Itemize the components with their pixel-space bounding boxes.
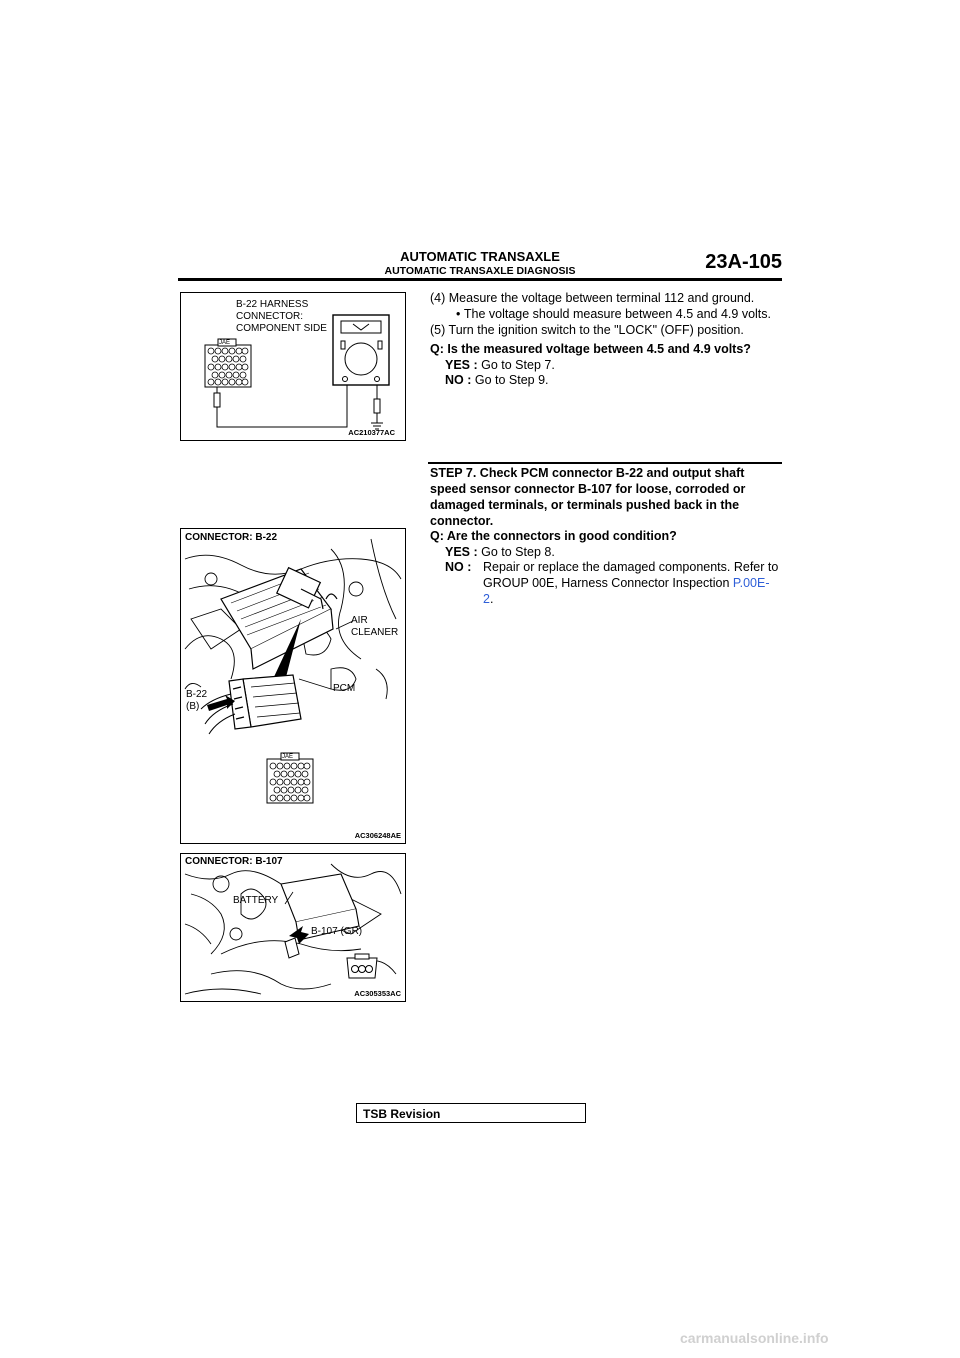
- step7-question: Q: Are the connectors in good condition?: [430, 529, 677, 543]
- step6-no: NO : Go to Step 9.: [445, 373, 549, 387]
- connector-tag: JAE: [219, 340, 231, 346]
- figure1-label: B-22 HARNESS CONNECTOR: COMPONENT SIDE: [236, 299, 327, 334]
- engine-bay-b22-illustration: [181, 529, 405, 843]
- connector-b107-face-icon: [347, 954, 377, 978]
- step6-question: Q: Is the measured voltage between 4.5 and 4.9 volts?: [430, 342, 751, 356]
- header-rule: [178, 278, 782, 281]
- step7-yes: YES : Go to Step 8.: [445, 545, 555, 559]
- b107-label: B-107 (GR): [311, 926, 363, 937]
- step6-yes: YES : Go to Step 7.: [445, 358, 555, 372]
- engine-bay-b107-illustration: [181, 854, 405, 1001]
- connector-b22-icon: [205, 339, 251, 417]
- figure-b107-location: [180, 853, 406, 1002]
- reference-link-p00e-2[interactable]: P.00E-: [732, 576, 770, 590]
- step7-no-label: NO :: [445, 560, 472, 574]
- figure2-caption: CONNECTOR: B-22: [185, 532, 278, 543]
- figure1-code: AC210377AC: [348, 428, 395, 437]
- step-divider: [428, 462, 782, 464]
- reference-link-p00e-2-cont[interactable]: 2: [483, 592, 490, 606]
- step7-no-text: Repair or replace the damaged components. Refer to GROUP 00E, Harness Connector Inspection P.00E- 2.: [483, 560, 779, 606]
- section-subtitle: AUTOMATIC TRANSAXLE DIAGNOSIS: [384, 265, 576, 277]
- pcm-label: PCM: [333, 683, 356, 694]
- figure3-code: AC305353AC: [354, 989, 401, 998]
- multimeter-icon: [333, 315, 389, 429]
- page-number: 23A-105: [705, 251, 782, 273]
- step6-bullet: • The voltage should measure between 4.5 and 4.9 volts.: [456, 307, 772, 321]
- tsb-revision-box: TSB Revision: [356, 1103, 586, 1123]
- battery-label: BATTERY: [233, 895, 279, 906]
- figure-b22-location: [180, 528, 406, 844]
- connector-tag: JAE: [282, 754, 294, 760]
- step6-item5: (5) Turn the ignition switch to the "LOCK" (OFF) position.: [430, 323, 744, 337]
- air-cleaner-label: AIR CLEANER: [351, 615, 399, 638]
- figure-multimeter: [180, 292, 406, 441]
- figure3-caption: CONNECTOR: B-107: [185, 856, 283, 867]
- figure2-code: AC306248AE: [354, 831, 401, 840]
- section-title: AUTOMATIC TRANSAXLE: [400, 249, 560, 264]
- watermark: carmanualsonline.info: [680, 1330, 829, 1346]
- pcm-icon: [229, 675, 301, 729]
- step7-heading: STEP 7. Check PCM connector B-22 and output shaft speed sensor connector B-107 for loose, corroded or damaged terminals, or terminals pushed back in the connector.: [430, 466, 746, 528]
- step6-item4: (4) Measure the voltage between terminal 112 and ground.: [430, 291, 755, 305]
- bullet-icon: •: [456, 307, 464, 321]
- b22-label: B-22 (B): [186, 689, 208, 712]
